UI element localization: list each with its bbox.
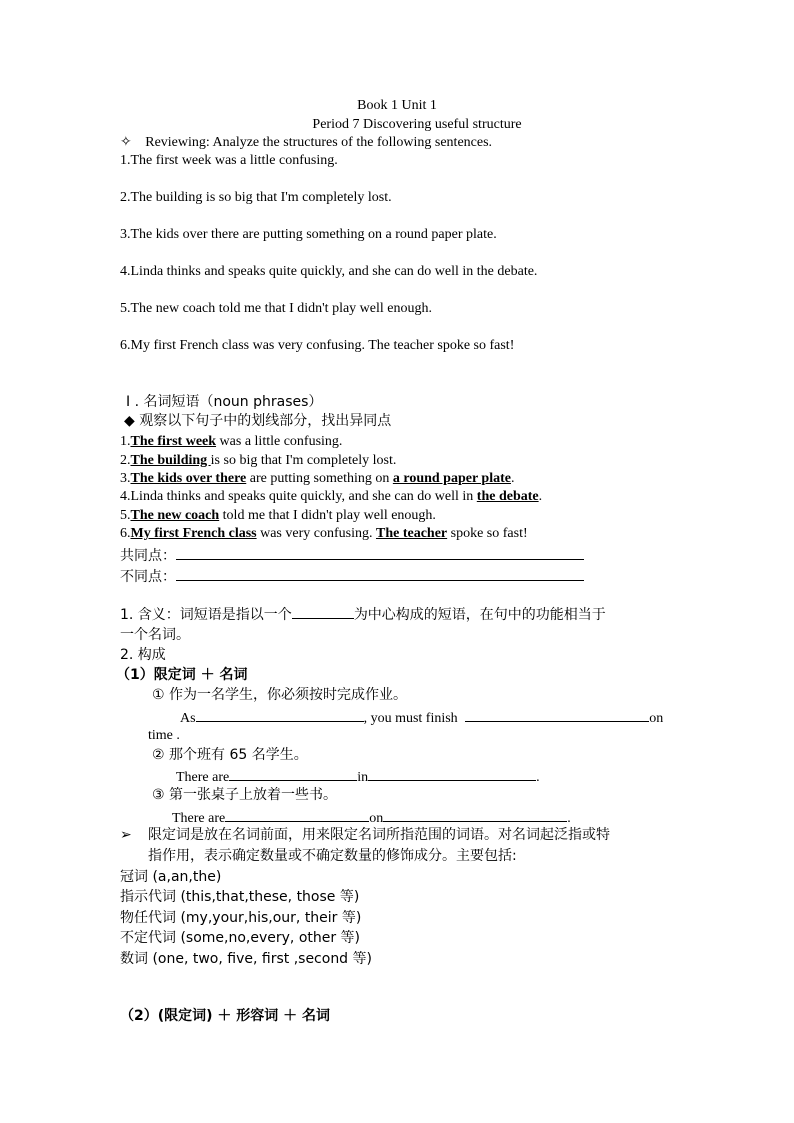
definition-line-1: 1. 含义：词短语是指以一个 为中心构成的短语，在句中的功能相当于: [120, 604, 606, 624]
exercise-1-continued: time .: [148, 728, 180, 743]
doc-subtitle: Period 7 Discovering useful structure: [312, 117, 522, 132]
section-heading: Ⅰ . 名词短语（noun phrases）: [126, 394, 323, 410]
similarity-label: 共同点：: [120, 548, 176, 564]
exercise-3-blank-a[interactable]: [225, 807, 369, 822]
difference-label: 不同点：: [120, 569, 176, 585]
underlined-phrase: a round paper plate: [392, 471, 511, 486]
definition-line-2: 一个名词。: [120, 627, 190, 643]
phrase-sentence-3: 3.The kids over there are putting something on a round paper plate.: [120, 471, 515, 486]
review-sentence-3: 3.The kids over there are putting something on a round paper plate.: [120, 227, 497, 242]
underlined-phrase: The kids over there: [130, 471, 247, 486]
exercise-1-blank-a[interactable]: [196, 707, 364, 722]
exercise-1-blank-b[interactable]: [465, 707, 649, 722]
reviewing-label: Reviewing: Analyze the structures of the following sentences.: [145, 135, 493, 150]
structure-sub-2: （2）(限定词) ＋ 形容词 ＋ 名词: [120, 1008, 331, 1024]
similarity-blank[interactable]: [176, 545, 584, 560]
section-instruction: ◆ 观察以下句子中的划线部分，找出异同点: [124, 413, 392, 429]
phrase-sentence-2: 2.The building is so big that I'm completely lost.: [120, 453, 397, 468]
doc-title: Book 1 Unit 1: [357, 98, 437, 113]
sparkle-icon: ✧: [120, 135, 132, 150]
exercise-3-blank-b[interactable]: [383, 807, 567, 822]
underlined-phrase: The teacher: [375, 526, 448, 541]
structure-heading: 2. 构成: [120, 647, 166, 663]
underlined-phrase: My first French class: [130, 526, 257, 541]
underlined-phrase: The building: [130, 453, 211, 468]
exercise-2-blank-b[interactable]: [368, 766, 536, 781]
review-sentence-4: 4.Linda thinks and speaks quite quickly, and she can do well in the debate.: [120, 264, 538, 279]
review-sentence-1: 1.The first week was a little confusing.: [120, 153, 338, 168]
phrase-sentence-1: 1.The first week was a little confusing.: [120, 434, 343, 449]
determiner-item-possessives: 物任代词 (my,your,his,our, their 等): [120, 910, 362, 926]
phrase-sentence-6: 6.My first French class was very confusing. The teacher spoke so fast!: [120, 526, 528, 541]
determiner-item-indefinites: 不定代词 (some,no,every, other 等): [120, 930, 361, 946]
determiner-desc-2: 指作用，表示确定数量或不确定数量的修饰成分。主要包括:: [148, 848, 517, 864]
underlined-phrase: The first week: [130, 434, 217, 449]
review-sentence-2: 2.The building is so big that I'm completely lost.: [120, 190, 392, 205]
exercise-2-prompt: ② 那个班有 65 名学生。: [152, 747, 308, 763]
determiner-item-articles: 冠词 (a,an,the): [120, 869, 222, 885]
structure-sub-1: （1）限定词 ＋ 名词: [116, 667, 248, 683]
determiner-item-demonstratives: 指示代词 (this,that,these, those 等): [120, 889, 360, 905]
difference-blank[interactable]: [176, 566, 584, 581]
exercise-1-prompt: ① 作为一名学生，你必须按时完成作业。: [152, 687, 407, 703]
definition-blank[interactable]: [292, 604, 354, 619]
determiner-arrow-icon: ➢: [120, 828, 132, 843]
review-sentence-6: 6.My first French class was very confusing. The teacher spoke so fast!: [120, 338, 515, 353]
difference-row: [120, 566, 584, 586]
exercise-1-answer: As , you must finish on: [180, 707, 663, 728]
phrase-sentence-4: 4.Linda thinks and speaks quite quickly, and she can do well in the debate.: [120, 489, 543, 504]
exercise-2-blank-a[interactable]: [229, 766, 357, 781]
determiner-desc-1: 限定词是放在名词前面，用来限定名词所指范围的词语。对名词起泛指或特: [148, 827, 610, 843]
underlined-phrase: The new coach: [130, 508, 220, 523]
exercise-3-prompt: ③ 第一张桌子上放着一些书。: [152, 787, 338, 803]
review-sentence-5: 5.The new coach told me that I didn't play well enough.: [120, 301, 432, 316]
determiner-item-numerals: 数词 (one, two, five, first ,second 等): [120, 951, 372, 967]
underlined-phrase: the debate: [476, 489, 539, 504]
exercise-3-answer: There are on .: [172, 807, 571, 828]
reviewing-line: [120, 134, 492, 152]
phrase-sentence-5: 5.The new coach told me that I didn't play well enough.: [120, 508, 436, 523]
exercise-2-answer: There are in .: [176, 766, 540, 787]
similarity-row: [120, 545, 584, 565]
